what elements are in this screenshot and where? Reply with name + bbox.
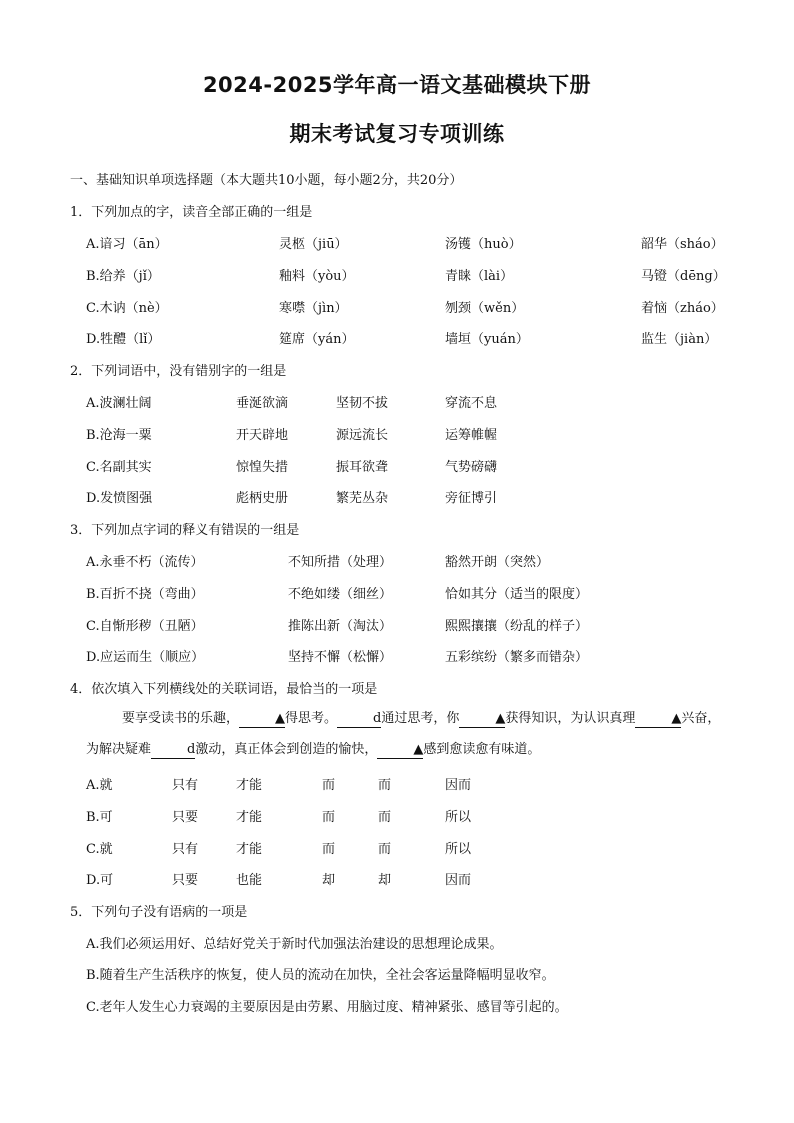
option-item: B.沧海一粟 xyxy=(86,428,152,443)
option-item: 运筹帷幄 xyxy=(445,428,498,443)
option-item: 垂涎欲滴 xyxy=(236,396,289,411)
option-item: 源远流长 xyxy=(336,428,389,443)
option-item: A.波澜壮阔 xyxy=(86,396,152,411)
option-item: 彪柄史册 xyxy=(236,491,289,506)
option-item: 监生（jiàn） xyxy=(641,332,718,347)
option-item: 气势磅礴 xyxy=(445,460,498,475)
option-item: 坚韧不拔 xyxy=(336,396,389,411)
option-item: A.谙习（ān） xyxy=(86,237,168,252)
passage-text: 要享受读书的乐趣， xyxy=(122,711,240,726)
option-item: 而 xyxy=(378,842,392,857)
option-item: 刎颈（wěn） xyxy=(445,301,525,316)
option-item: 只有 xyxy=(172,842,199,857)
q4-passage xyxy=(86,703,726,765)
option-item: 而 xyxy=(378,810,392,825)
passage-text: 激动，真正体会到创造的愉快， xyxy=(195,742,378,757)
option-item: 灵柩（jiū） xyxy=(279,237,348,252)
option-item: 却 xyxy=(322,873,336,888)
option-item: 筵席（yán） xyxy=(279,332,355,347)
passage-text: 感到愈读愈有味道。 xyxy=(423,742,541,757)
option-item: B.给养（jǐ） xyxy=(86,269,160,284)
option-item: 墙垣（yuán） xyxy=(445,332,529,347)
fill-blank: ▲ xyxy=(459,711,505,728)
option-item: 才能 xyxy=(236,842,263,857)
option-item: 五彩缤纷（繁多而错杂） xyxy=(445,650,589,665)
option-item: C.自惭形秽（丑陋） xyxy=(86,619,204,634)
doc-title-line2: 期末考试复习专项训练 xyxy=(289,122,505,146)
passage-text: 通过思考，你 xyxy=(381,711,460,726)
option-item: 振耳欲聋 xyxy=(336,460,389,475)
option-item: B.百折不挠（弯曲） xyxy=(86,587,204,602)
option-item: 所以 xyxy=(445,842,472,857)
q1-stem: 1．下列加点的字，读音全部正确的一组是 xyxy=(70,205,313,220)
section-heading: 一、基础知识单项选择题（本大题共10小题，每小题2分，共20分） xyxy=(70,173,463,188)
q5-option-a: A.我们必须运用好、总结好党关于新时代加强法治建设的思想理论成果。 xyxy=(86,937,503,952)
fill-blank: d xyxy=(151,742,195,759)
option-item: C.名副其实 xyxy=(86,460,152,475)
option-item: 旁征博引 xyxy=(445,491,498,506)
option-item: 不知所措（处理） xyxy=(288,555,393,570)
option-item: 而 xyxy=(322,842,336,857)
option-item: 繁芜丛杂 xyxy=(336,491,389,506)
option-item: 恰如其分（适当的限度） xyxy=(445,587,589,602)
q2-stem: 2．下列词语中，没有错别字的一组是 xyxy=(70,364,287,379)
option-item: 不绝如缕（细丝） xyxy=(288,587,393,602)
q5-option-b: B.随着生产生活秩序的恢复，使人员的流动在加快，全社会客运量降幅明显收窄。 xyxy=(86,968,555,983)
passage-text: 获得知识，为认识真理 xyxy=(505,711,636,726)
option-item: 韶华（sháo） xyxy=(641,237,724,252)
option-item: 只要 xyxy=(172,873,199,888)
option-item: 而 xyxy=(322,810,336,825)
option-item: 熙熙攘攘（纷乱的样子） xyxy=(445,619,589,634)
option-item: 青睐（lài） xyxy=(445,269,514,284)
option-item: 开天辟地 xyxy=(236,428,289,443)
option-item: 因而 xyxy=(445,873,472,888)
option-item: 坚持不懈（松懈） xyxy=(288,650,393,665)
passage-text: 兴奋，为解决疑难 xyxy=(86,711,721,757)
option-item: 只要 xyxy=(172,810,199,825)
option-item: 却 xyxy=(378,873,392,888)
option-item: 釉料（yòu） xyxy=(279,269,355,284)
option-item: 汤镬（huò） xyxy=(445,237,522,252)
option-item: D.可 xyxy=(86,873,114,888)
passage-text: 得思考。 xyxy=(285,711,338,726)
doc-title-line1: 2024-2025学年高一语文基础模块下册 xyxy=(202,73,592,97)
option-item: 所以 xyxy=(445,810,472,825)
fill-blank: d xyxy=(337,711,381,728)
option-item: 穿流不息 xyxy=(445,396,498,411)
option-item: C.就 xyxy=(86,842,113,857)
option-item: D.发愤图强 xyxy=(86,491,153,506)
option-item: 才能 xyxy=(236,778,263,793)
q3-stem: 3．下列加点字词的释义有错误的一组是 xyxy=(70,523,300,538)
option-item: 推陈出新（淘汰） xyxy=(288,619,393,634)
option-item: C.木讷（nè） xyxy=(86,301,168,316)
option-item: 也能 xyxy=(236,873,263,888)
q5-stem: 5．下列句子没有语病的一项是 xyxy=(70,905,248,920)
option-item: A.就 xyxy=(86,778,113,793)
option-item: 着恼（zháo） xyxy=(641,301,724,316)
option-item: 豁然开朗（突然） xyxy=(445,555,550,570)
option-item: 才能 xyxy=(236,810,263,825)
option-item: 寒噤（jìn） xyxy=(279,301,348,316)
option-item: 因而 xyxy=(445,778,472,793)
option-item: 而 xyxy=(378,778,392,793)
fill-blank: ▲ xyxy=(635,711,681,728)
q4-stem: 4．依次填入下列横线处的关联词语，最恰当的一项是 xyxy=(70,682,378,697)
option-item: A.永垂不朽（流传） xyxy=(86,555,204,570)
fill-blank: ▲ xyxy=(377,742,423,759)
option-item: 只有 xyxy=(172,778,199,793)
option-item: 而 xyxy=(322,778,336,793)
fill-blank: ▲ xyxy=(239,711,285,728)
option-item: 马镫（dēng） xyxy=(641,269,726,284)
option-item: 惊惶失措 xyxy=(236,460,289,475)
option-item: D.应运而生（顺应） xyxy=(86,650,205,665)
q5-option-c: C.老年人发生心力衰竭的主要原因是由劳累、用脑过度、精神紧张、感冒等引起的。 xyxy=(86,1000,568,1015)
option-item: D.牲醴（lǐ） xyxy=(86,332,161,347)
option-item: B.可 xyxy=(86,810,113,825)
